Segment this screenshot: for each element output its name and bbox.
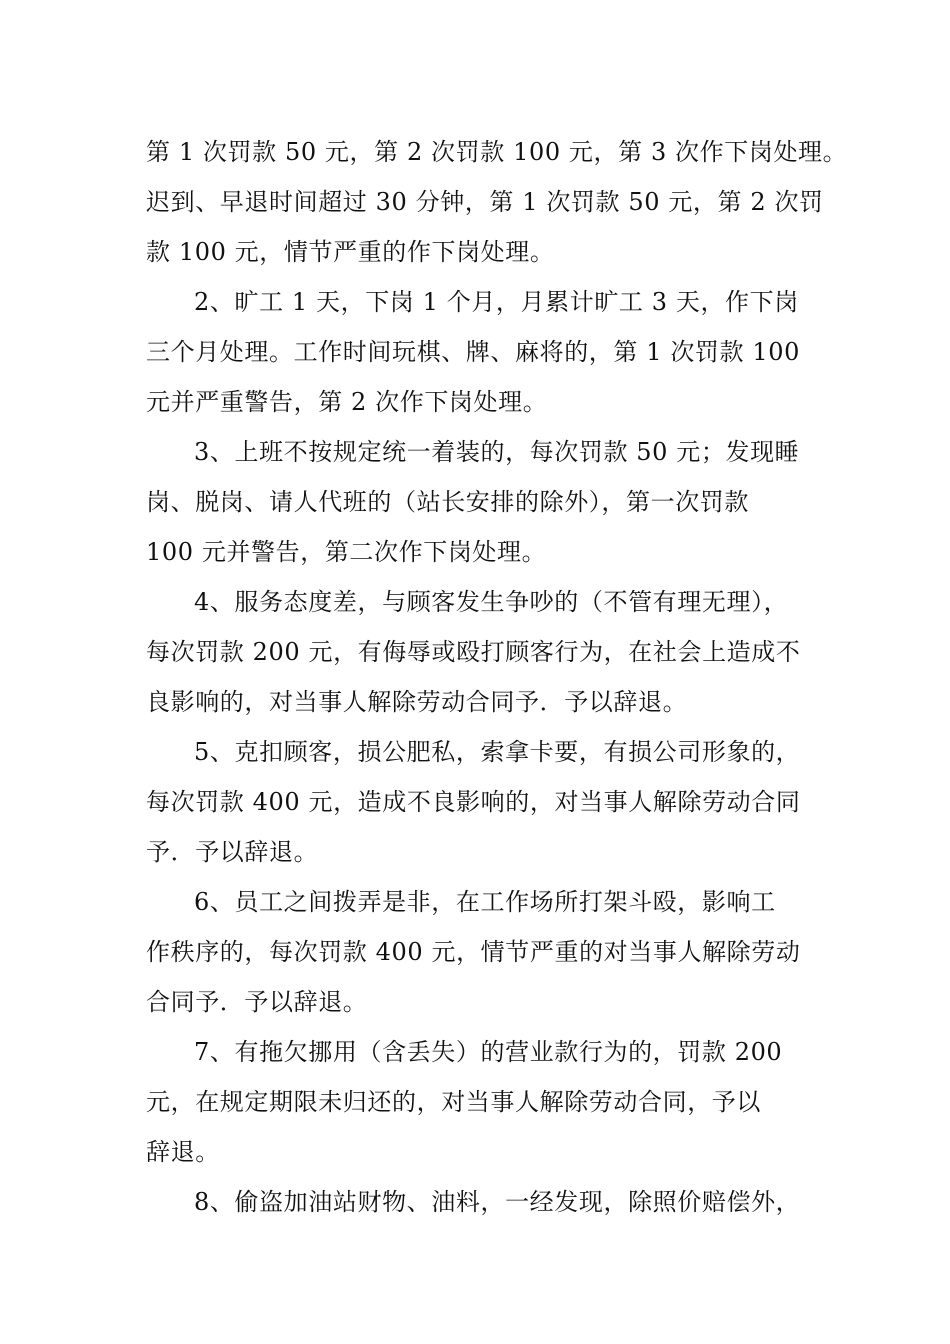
- text-line: 迟到、早退时间超过 30 分钟，第 1 次罚款 50 元，第 2 次罚: [146, 188, 824, 216]
- text-line: 款 100 元，情节严重的作下岗处理。: [146, 238, 555, 266]
- text-line: 元并严重警告，第 2 次作下岗处理。: [146, 388, 548, 416]
- paragraph-6-start: 6、员工之间拨弄是非，在工作场所打架斗殴，影响工: [194, 888, 776, 916]
- text-line: 第 1 次罚款 50 元，第 2 次罚款 100 元，第 3 次作下岗处理。: [146, 138, 848, 166]
- paragraph-8-start: 8、偷盗加油站财物、油料，一经发现，除照价赔偿外，: [194, 1188, 801, 1216]
- paragraph-5-start: 5、克扣顾客，损公肥私，索拿卡要，有损公司形象的，: [194, 738, 801, 766]
- text-line: 辞退。: [146, 1138, 220, 1166]
- text-line: 予．予以辞退。: [146, 838, 319, 866]
- document-body: [146, 127, 848, 1227]
- text-line: 每次罚款 200 元，有侮辱或殴打顾客行为，在社会上造成不: [146, 638, 801, 666]
- paragraph-3-start: 3、上班不按规定统一着装的，每次罚款 50 元；发现睡: [194, 438, 800, 466]
- text-line: 良影响的，对当事人解除劳动合同予．予以辞退。: [146, 688, 688, 716]
- text-line: 岗、脱岗、请人代班的（站长安排的除外），第一次罚款: [146, 488, 749, 516]
- paragraph-4-start: 4、服务态度差，与顾客发生争吵的（不管有理无理），: [194, 588, 789, 616]
- text-line: 三个月处理。工作时间玩棋、牌、麻将的，第 1 次罚款 100: [146, 338, 800, 366]
- text-line: 元，在规定期限未归还的，对当事人解除劳动合同，予以: [146, 1088, 761, 1116]
- text-line: 每次罚款 400 元，造成不良影响的，对当事人解除劳动合同: [146, 788, 801, 816]
- paragraph-7-start: 7、有拖欠挪用（含丢失）的营业款行为的，罚款 200: [194, 1038, 783, 1066]
- text-line: 合同予．予以辞退。: [146, 988, 368, 1016]
- paragraph-2-start: 2、旷工 1 天，下岗 1 个月，月累计旷工 3 天，作下岗: [194, 288, 799, 316]
- text-line: 作秩序的，每次罚款 400 元，情节严重的对当事人解除劳动: [146, 938, 801, 966]
- text-line: 100 元并警告，第二次作下岗处理。: [146, 538, 547, 566]
